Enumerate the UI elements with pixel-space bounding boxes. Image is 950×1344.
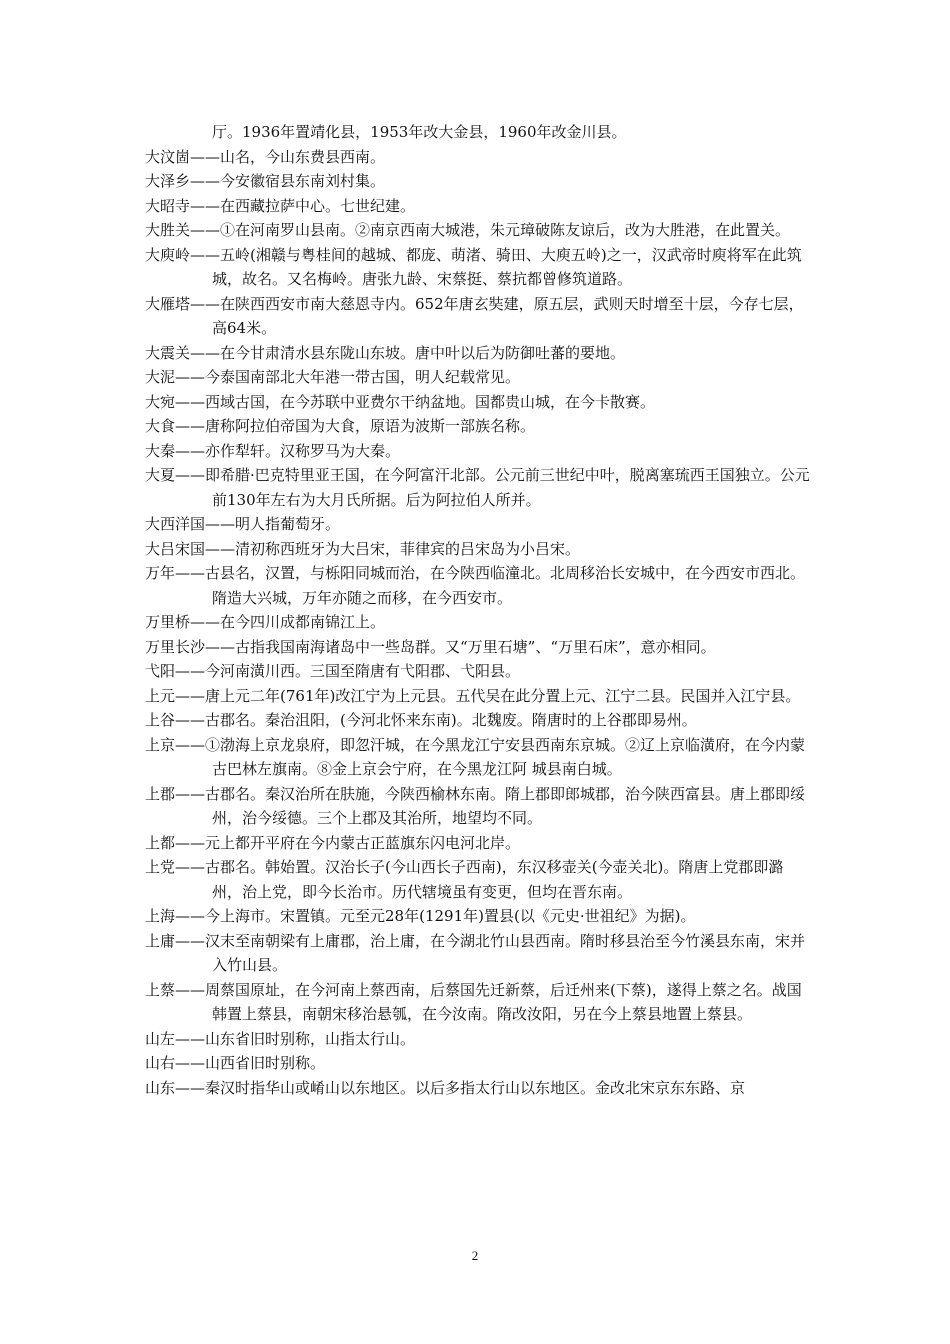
entry-wanliqiao: 万里桥——在今四川成都南锦江上。 <box>145 613 386 631</box>
entry-dani: 大泥——今泰国南部北大年港一带古国，明人纪载常见。 <box>145 368 521 386</box>
entry-shangjun: 上郡——古郡名。秦汉治所在肤施，今陕西榆林东南。隋上郡即郎城郡，治今陕西富县。唐上郡即绥州，治今绥德。三个上郡及其治所，地望均不同。 <box>145 784 806 827</box>
entry-shanghai: 上海——今上海市。宋置镇。元至元28年(1291年)置县(以《元史·世祖纪》为据)。 <box>145 907 696 925</box>
entry-shanzuo: 山左——山东省旧时别称，山指太行山。 <box>145 1029 416 1048</box>
entry-dazhenguan: 大震关——在今甘肃清水县东陇山东坡。唐中叶以后为防御吐蕃的要地。 <box>145 343 626 362</box>
entry-daxia: 大夏——即希腊·巴克特里亚王国，在今阿富汗北部。公元前三世纪中叶，脱离塞琉西王国独立。公元前130年左右为大月氏所据。后为阿拉伯人所并。 <box>145 466 810 509</box>
entry-list <box>145 120 810 1100</box>
entry-shanggu: 上谷——古郡名。秦治沮阳，(今河北怀来东南)。北魏废。隋唐时的上谷郡即易州。 <box>145 711 697 729</box>
entry-shangjing: 上京——①渤海上京龙泉府，即忽汗城，在今黑龙江宁安县西南东京城。②辽上京临潢府，在今内蒙古巴林左旗南。⑧金上京会宁府，在今黑龙江阿 城县南白城。 <box>145 735 806 778</box>
entry-shangyuan: 上元——唐上元二年(761年)改江宁为上元县。五代吴在此分置上元、江宁二县。民国并入江宁县。 <box>145 686 801 705</box>
entry-dazhaosi: 大昭寺——在西藏拉萨中心。七世纪建。 <box>145 196 416 215</box>
entry-dayuan: 大宛——西域古国，在今苏联中亚费尔干纳盆地。国都贵山城，在今卡散赛。 <box>145 392 656 411</box>
entry-dalusongguo: 大吕宋国——清初称西班牙为大吕宋，菲律宾的吕宋岛为小吕宋。 <box>145 539 581 558</box>
entry-shanyou: 山右——山西省旧时别称。 <box>145 1054 326 1072</box>
page-number: 2 <box>471 1248 479 1263</box>
entry-daxiyangguo: 大西洋国——明人指葡萄牙。 <box>145 515 341 533</box>
entry-dashi: 大食——唐称阿拉伯帝国为大食，原语为波斯一部族名称。 <box>145 417 536 435</box>
entry-shangcai: 上蔡——周蔡国原址，在今河南上蔡西南，后蔡国先迁新蔡，后迁州来(下蔡)，遂得上蔡之名。战国韩置上蔡县，南朝宋移治悬瓠，在今汝南。隋改汝阳，另在今上蔡县地置上蔡县。 <box>145 980 802 1023</box>
entry-shangyong: 上庸——汉末至南朝梁有上庸郡，治上庸，在今湖北竹山县西南。隋时移县治至今竹溪县东南，宋并入竹山县。 <box>145 931 806 974</box>
continued-entry: 厅。1936年置靖化县，1953年改大金县，1960年改金川县。 <box>212 123 627 141</box>
entry-dashengguan: 大胜关——①在河南罗山县南。②南京西南大城港，朱元璋破陈友谅后，改为大胜港，在此置关。 <box>145 221 791 239</box>
entry-dayanta: 大雁塔——在陕西西安市南大慈恩寺内。652年唐玄奘建，原五层，武则天时增至十层，今存七层，高64米。 <box>145 294 804 337</box>
entry-yiyang: 弋阳——今河南潢川西。三国至隋唐有弋阳郡、弋阳县。 <box>145 662 521 680</box>
entry-shangdang: 上党——古郡名。韩始置。汉治长子(今山西长子西南)，东汉移壶关(今壶关北)。隋唐上党郡即潞州，治上党，即今长治市。历代辖境虽有变更，但均在晋东南。 <box>145 858 784 901</box>
entry-dawengu: 大汶崮——山名，今山东费县西南。 <box>145 147 386 166</box>
entry-dayuling: 大庾岭——五岭(湘赣与粤桂间的越城、都庞、萌渚、骑田、大庾五岭)之一，汉武帝时庾将军在此筑城，故名。又名梅岭。唐张九龄、宋蔡挺、蔡抗都曾修筑道路。 <box>145 245 802 288</box>
entry-shandong: 山东——秦汉时指华山或崤山以东地区。以后多指太行山以东地区。金改北宋京东东路、京 <box>145 1078 746 1097</box>
entry-dazexiang: 大泽乡——今安徽宿县东南刘村集。 <box>145 172 386 190</box>
entry-wanlichangsha: 万里长沙——古指我国南海诸岛中一些岛群。又“万里石塘”、“万里石床”，意亦相同。 <box>145 637 716 656</box>
entry-wannian: 万年——古县名，汉置，与栎阳同城而治，在今陕西临潼北。北周移治长安城中，在今西安市西北。隋造大兴城，万年亦随之而移，在今西安市。 <box>145 564 806 607</box>
entry-daqin: 大秦——亦作犁轩。汉称罗马为大秦。 <box>145 441 401 460</box>
entry-shangdu: 上都——元上都开平府在今内蒙古正蓝旗东闪电河北岸。 <box>145 833 521 852</box>
